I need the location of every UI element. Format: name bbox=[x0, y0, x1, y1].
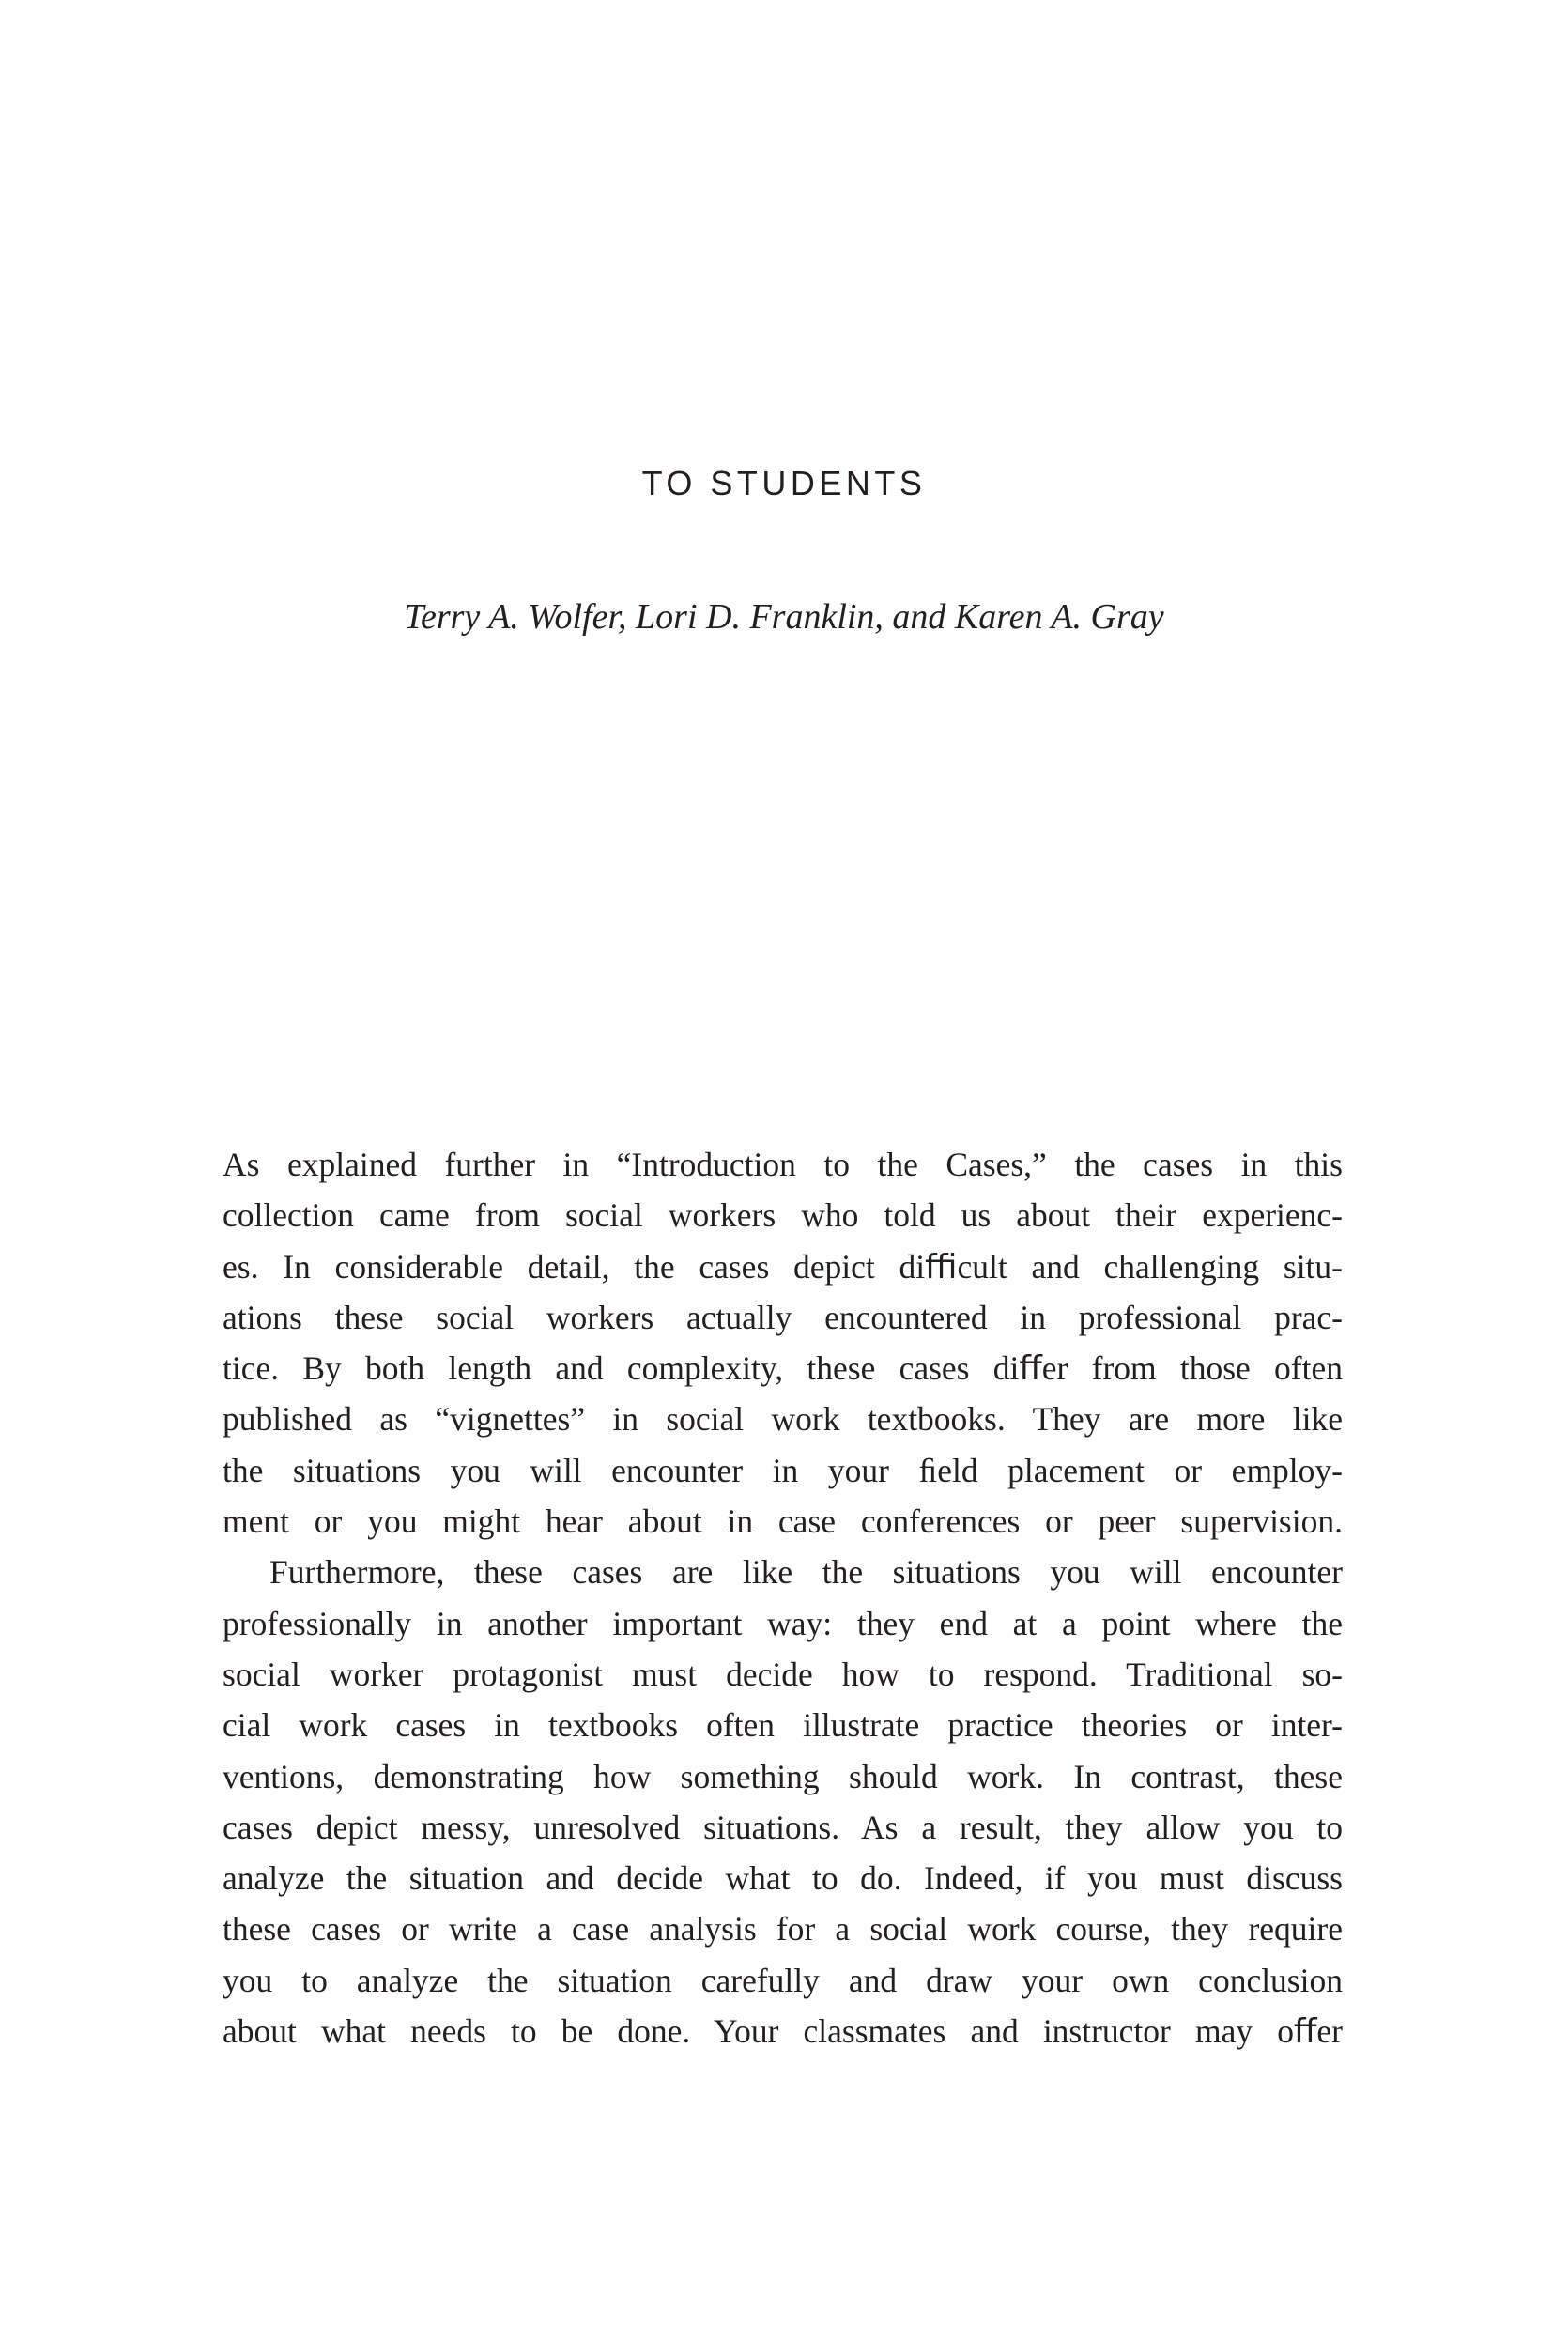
chapter-title: TO STUDENTS bbox=[641, 464, 927, 502]
author-byline: Terry A. Wolfer, Lori D. Franklin, and Karen A. Gray bbox=[404, 597, 1164, 637]
text-line: the situations you will encounter in your ﬁeld placement or employ- bbox=[223, 1451, 1343, 1489]
paragraph bbox=[223, 1139, 1343, 1547]
text-line: As explained further in “Introduction to the Cases,” the cases in this bbox=[223, 1146, 1343, 1183]
text-line: you to analyze the situation carefully and draw your own conclusion bbox=[223, 1961, 1343, 1999]
text-line: collection came from social workers who told us about their experienc- bbox=[223, 1196, 1343, 1235]
text-line: es. In considerable detail, the cases depict diﬃcult and challenging situ- bbox=[223, 1247, 1343, 1286]
text-line: ations these social workers actually encountered in professional prac- bbox=[223, 1298, 1343, 1336]
text-line: about what needs to be done. Your classmates and instructor may oﬀer bbox=[223, 2012, 1343, 2051]
text-line: analyze the situation and decide what to do. Indeed, if you must discuss bbox=[223, 1859, 1343, 1898]
text-line: professionally in another important way: they end at a point where the bbox=[223, 1604, 1343, 1642]
text-line: social worker protagonist must decide how to respond. Traditional so- bbox=[223, 1655, 1343, 1693]
paragraph bbox=[223, 1547, 1343, 2056]
text-line: cial work cases in textbooks often illustrate practice theories or inter- bbox=[223, 1706, 1343, 1745]
text-line: ventions, demonstrating how something should work. In contrast, these bbox=[223, 1757, 1343, 1795]
body-text bbox=[223, 1139, 1343, 2056]
text-line: ment or you might hear about in case conferences or peer supervision. bbox=[223, 1502, 1343, 1541]
text-line: published as “vignettes” in social work textbooks. They are more like bbox=[223, 1400, 1343, 1439]
text-line: cases depict messy, unresolved situations. As a result, they allow you to bbox=[223, 1808, 1343, 1846]
text-line: tice. By both length and complexity, these cases diﬀer from those often bbox=[223, 1349, 1343, 1388]
text-line: these cases or write a case analysis for a social work course, they require bbox=[223, 1910, 1343, 1948]
text-line: Furthermore, these cases are like the situations you will encounter bbox=[269, 1553, 1343, 1592]
